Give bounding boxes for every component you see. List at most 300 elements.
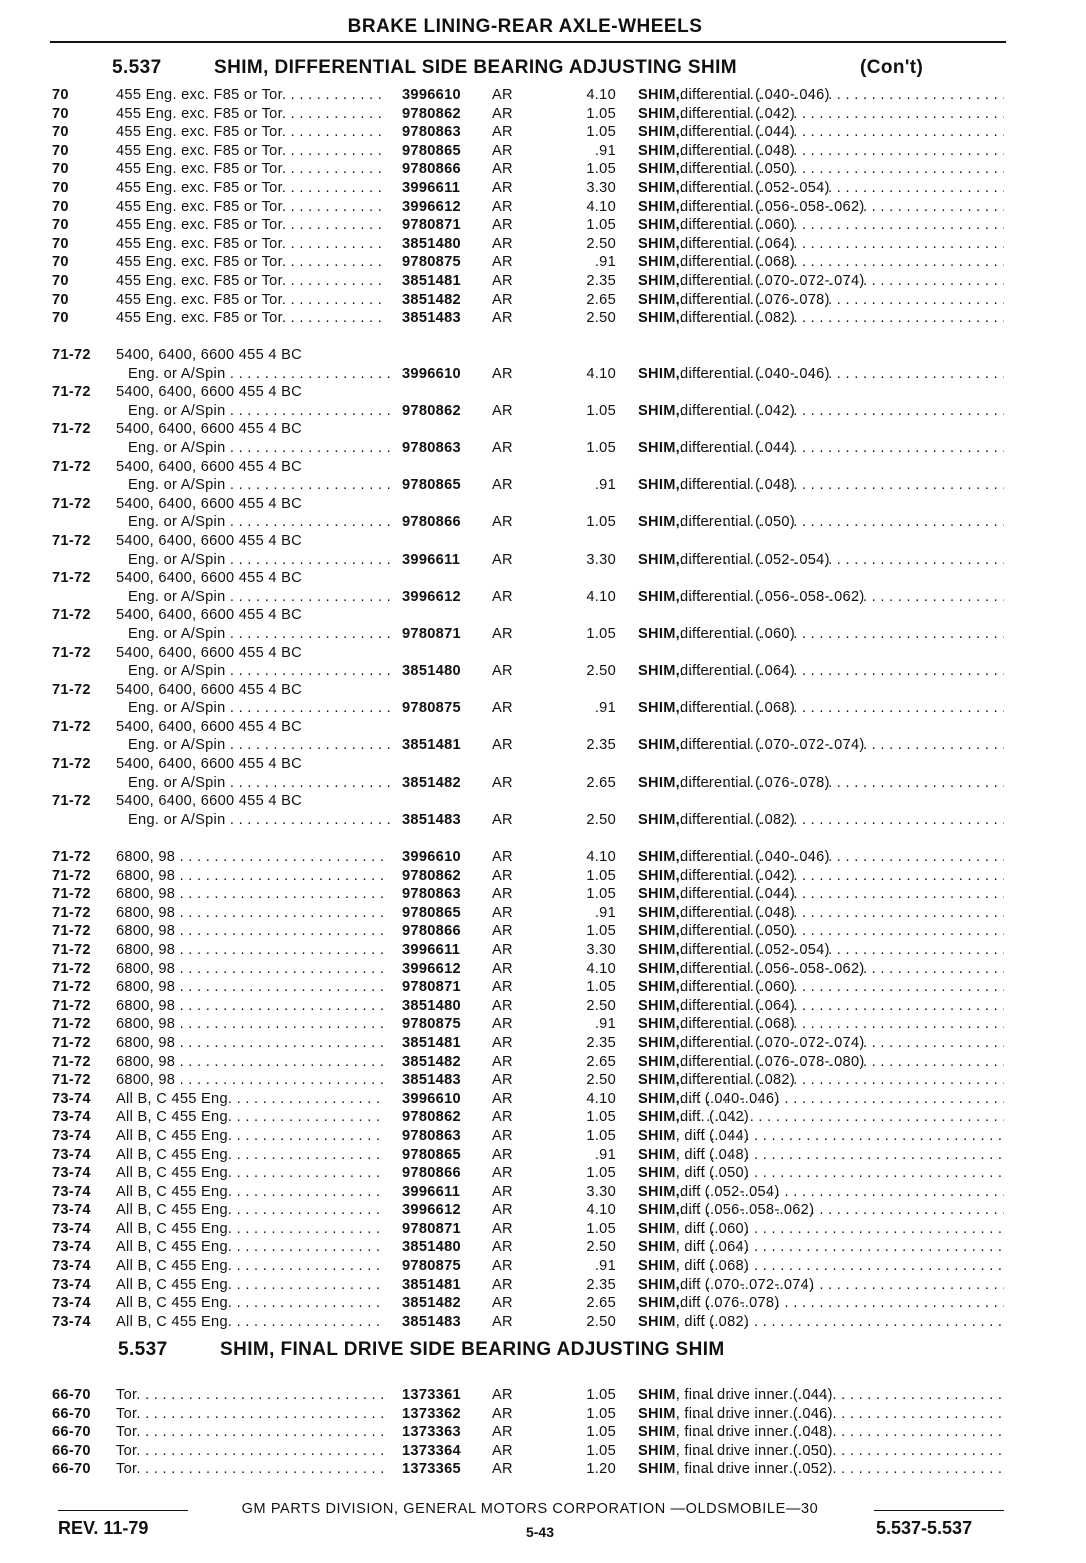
quantity: AR: [492, 625, 513, 642]
table-row: [0, 513, 1086, 532]
part-name: SHIM,: [638, 960, 681, 977]
table-row: [0, 216, 1086, 235]
table-row: [0, 439, 1086, 458]
application: 6800, 98 . . .: [116, 1071, 384, 1090]
application: Eng. or A/Spin . . .: [128, 811, 396, 830]
leader-dots: [680, 588, 1004, 607]
price: 1.05: [586, 886, 616, 903]
leader-dots: [680, 1015, 1004, 1034]
leader-dots: [680, 774, 1004, 793]
description: [638, 309, 1004, 328]
title-rule: [50, 41, 1006, 43]
price: 2.50: [586, 1313, 616, 1330]
description: [638, 272, 1004, 291]
part-number: 3996611: [402, 941, 461, 958]
table-row: [0, 1405, 1086, 1424]
part-detail: differential (.044): [680, 124, 795, 141]
description: [638, 1220, 1004, 1239]
leader-dots: [676, 1405, 1004, 1424]
application: 455 Eng. exc. F85 or Tor. . . .: [116, 272, 384, 291]
part-number: 9780866: [402, 923, 461, 940]
description: [638, 625, 1004, 644]
leader-dots: [680, 179, 1004, 198]
quantity: AR: [492, 1461, 513, 1478]
application: All B, C 455 Eng. . . .: [116, 1108, 384, 1127]
quantity: AR: [492, 1239, 513, 1256]
part-name: SHIM,: [638, 1016, 681, 1033]
price: 1.05: [586, 867, 616, 884]
leader-dots: [680, 123, 1004, 142]
part-detail: , diff (.064): [675, 1239, 750, 1256]
description: [638, 86, 1004, 105]
part-number: 3851480: [402, 235, 461, 252]
price: .91: [594, 1258, 616, 1275]
price: 1.05: [586, 1387, 616, 1403]
part-detail: diff (.056-.058-.062): [680, 1202, 815, 1219]
application: 455 Eng. exc. F85 or Tor. . . .: [116, 235, 384, 254]
leader-dots: [680, 1071, 1004, 1090]
quantity: AR: [492, 867, 513, 884]
part-name: SHIM,: [638, 198, 681, 215]
part-name: SHIM,: [638, 514, 681, 531]
price: 2.35: [586, 1034, 616, 1051]
footer-reference: 5.537-5.537: [876, 1518, 973, 1538]
footer-revision: REV. 11-79: [58, 1518, 149, 1538]
description: [638, 774, 1004, 793]
application: 455 Eng. exc. F85 or Tor. . . .: [116, 291, 384, 310]
description: [638, 1460, 1004, 1479]
model-year: 71-72: [52, 904, 91, 921]
quantity: AR: [492, 87, 513, 103]
part-detail: diff (.040-.046): [680, 1090, 780, 1107]
price: 2.50: [586, 811, 616, 828]
part-number: 3996611: [402, 179, 461, 196]
part-detail: differential (.042): [680, 402, 795, 419]
description: [638, 1183, 1004, 1202]
leader-dots: [680, 848, 1004, 867]
application: 455 Eng. exc. F85 or Tor. . . .: [116, 105, 384, 124]
table-row: [0, 1423, 1086, 1442]
application: All B, C 455 Eng. . . .: [116, 1294, 384, 1313]
footer-page-number: 5-43: [525, 1524, 555, 1540]
table-row: [0, 1090, 1086, 1109]
model-year: 73-74: [52, 1127, 91, 1144]
price: .91: [594, 254, 616, 271]
quantity: AR: [492, 1405, 513, 1422]
model-year: 71-72: [52, 384, 91, 401]
leader-dots: [676, 1127, 1004, 1146]
quantity: AR: [492, 1313, 513, 1330]
quantity: AR: [492, 291, 513, 308]
part-number: 9780865: [402, 142, 461, 159]
part-name: SHIM: [638, 1258, 676, 1275]
table-row: [0, 1071, 1086, 1090]
part-name: SHIM: [638, 1313, 676, 1330]
quantity: AR: [492, 402, 513, 419]
leader-dots: [676, 1442, 1004, 1461]
leader-dots: [680, 1108, 1004, 1127]
table-row: [0, 1220, 1086, 1239]
price: .91: [594, 700, 616, 717]
part-detail: differential (.076-.078): [680, 774, 830, 791]
model-year: 71-72: [52, 681, 91, 698]
description: [638, 904, 1004, 923]
model-year: 71-72: [52, 979, 91, 996]
price: 1.05: [586, 979, 616, 996]
description: [638, 1276, 1004, 1295]
part-number: 9780866: [402, 1165, 461, 1182]
model-year: 70: [52, 161, 69, 178]
part-detail: differential (.040-.046): [680, 365, 830, 382]
description: [638, 1294, 1004, 1313]
quantity: AR: [492, 960, 513, 977]
table-row: [0, 1386, 1086, 1405]
table-row: [0, 792, 1086, 811]
quantity: AR: [492, 1183, 513, 1200]
application: Tor. . . .: [116, 1442, 384, 1461]
leader-dots: [680, 997, 1004, 1016]
table-row: [0, 588, 1086, 607]
description: [638, 960, 1004, 979]
application: Eng. or A/Spin . . .: [128, 402, 396, 421]
application: 6800, 98 . . .: [116, 848, 384, 867]
section-heading-final-drive: [0, 1339, 1086, 1365]
table-row: [0, 644, 1086, 663]
part-number: 3996610: [402, 87, 461, 103]
description: [638, 736, 1004, 755]
leader-dots: [680, 476, 1004, 495]
application: All B, C 455 Eng. . . .: [116, 1127, 384, 1146]
part-name: SHIM,: [638, 1183, 681, 1200]
price: 2.50: [586, 1239, 616, 1256]
part-name: SHIM,: [638, 124, 681, 141]
application: Eng. or A/Spin . . .: [128, 662, 396, 681]
price: 1.20: [586, 1461, 616, 1478]
application: Tor. . . .: [116, 1460, 384, 1479]
leader-dots: [676, 1164, 1004, 1183]
quantity: AR: [492, 198, 513, 215]
table-row: [0, 198, 1086, 217]
description: [638, 123, 1004, 142]
model-year: 71-72: [52, 960, 91, 977]
price: 2.50: [586, 310, 616, 327]
part-detail: differential (.060): [680, 979, 795, 996]
table-row: [0, 1201, 1086, 1220]
description: [638, 941, 1004, 960]
quantity: AR: [492, 161, 513, 178]
part-detail: differential (.050): [680, 514, 795, 531]
quantity: AR: [492, 886, 513, 903]
part-number: 3996612: [402, 198, 461, 215]
price: 3.30: [586, 941, 616, 958]
quantity: AR: [492, 217, 513, 234]
part-number: 3851483: [402, 1072, 461, 1089]
part-detail: , diff (.068): [675, 1258, 750, 1275]
model-year: 70: [52, 142, 69, 159]
part-detail: differential (.082): [680, 811, 795, 828]
part-name: SHIM,: [638, 811, 681, 828]
part-number: 9780871: [402, 979, 461, 996]
part-name: SHIM,: [638, 105, 681, 122]
part-number: 3851482: [402, 774, 461, 791]
table-row: [0, 1127, 1086, 1146]
price: 2.50: [586, 663, 616, 680]
description: [638, 1053, 1004, 1072]
leader-dots: [680, 978, 1004, 997]
leader-dots: [680, 1034, 1004, 1053]
part-number: 1373362: [402, 1405, 461, 1422]
table-row: [0, 662, 1086, 681]
application: 6800, 98 . . .: [116, 885, 384, 904]
table-row: [0, 941, 1086, 960]
table-row: [0, 476, 1086, 495]
model-year: 70: [52, 198, 69, 215]
part-name: SHIM,: [638, 774, 681, 791]
quantity: AR: [492, 310, 513, 327]
table-row: [0, 625, 1086, 644]
quantity: AR: [492, 1276, 513, 1293]
quantity: AR: [492, 904, 513, 921]
part-number: 9780863: [402, 439, 461, 456]
part-detail: differential (.070-.072-.074): [680, 272, 865, 289]
part-number: 9780866: [402, 514, 461, 531]
description: [638, 179, 1004, 198]
part-number: 3996610: [402, 365, 461, 382]
part-detail: differential (.068): [680, 254, 795, 271]
part-name: SHIM,: [638, 551, 681, 568]
part-name: SHIM,: [638, 625, 681, 642]
part-number: 9780875: [402, 700, 461, 717]
application: Eng. or A/Spin . . .: [128, 588, 396, 607]
part-name: SHIM,: [638, 1202, 681, 1219]
part-name: SHIM,: [638, 923, 681, 940]
application: Tor. . . .: [116, 1423, 384, 1442]
model-year: 71-72: [52, 1072, 91, 1089]
part-name: SHIM: [638, 1387, 676, 1403]
model-year: 71-72: [52, 1034, 91, 1051]
part-detail: differential (.040-.046): [680, 87, 830, 103]
part-number: 9780871: [402, 217, 461, 234]
price: 2.35: [586, 737, 616, 754]
application: 6800, 98 . . .: [116, 978, 384, 997]
price: 1.05: [586, 1405, 616, 1422]
part-name: SHIM,: [638, 941, 681, 958]
application: Eng. or A/Spin . . .: [128, 513, 396, 532]
description: [638, 1201, 1004, 1220]
price: 2.50: [586, 1072, 616, 1089]
part-detail: differential (.048): [680, 477, 795, 494]
table-row: [0, 105, 1086, 124]
model-year: 71-72: [52, 347, 91, 363]
part-detail: differential (.082): [680, 1072, 795, 1089]
description: [638, 365, 1004, 384]
part-name: SHIM,: [638, 886, 681, 903]
quantity: AR: [492, 700, 513, 717]
table-row: [0, 420, 1086, 439]
price: 1.05: [586, 105, 616, 122]
price: 4.10: [586, 588, 616, 605]
description: [638, 978, 1004, 997]
part-number: 3851483: [402, 310, 461, 327]
price: .91: [594, 904, 616, 921]
description: [638, 439, 1004, 458]
quantity: AR: [492, 179, 513, 196]
part-number: 3851481: [402, 737, 461, 754]
quantity: AR: [492, 1424, 513, 1441]
price: 4.10: [586, 849, 616, 865]
parts-group-66-70-final-drive: [0, 1386, 1086, 1479]
quantity: AR: [492, 811, 513, 828]
description: [638, 551, 1004, 570]
description: [638, 1405, 1004, 1424]
price: 4.10: [586, 960, 616, 977]
table-row: [0, 1257, 1086, 1276]
table-row: [0, 1146, 1086, 1165]
application: 6800, 98 . . .: [116, 1015, 384, 1034]
description: [638, 1442, 1004, 1461]
table-row: [0, 960, 1086, 979]
description: [638, 198, 1004, 217]
model-year: 73-74: [52, 1183, 91, 1200]
table-row: [0, 495, 1086, 514]
description: [638, 291, 1004, 310]
part-detail: , diff (.044): [675, 1127, 750, 1144]
application: Tor. . . .: [116, 1386, 384, 1405]
table-row: [0, 1164, 1086, 1183]
application: 455 Eng. exc. F85 or Tor. . . .: [116, 309, 384, 328]
part-number: 3851483: [402, 1313, 461, 1330]
part-name: SHIM,: [638, 254, 681, 271]
price: 2.50: [586, 235, 616, 252]
part-name: SHIM,: [638, 291, 681, 308]
price: 1.05: [586, 514, 616, 531]
leader-dots: [676, 1220, 1004, 1239]
table-row: [0, 272, 1086, 291]
application: 5400, 6400, 6600 455 4 BC: [116, 756, 303, 773]
description: [638, 216, 1004, 235]
part-detail: differential (.044): [680, 886, 795, 903]
part-name: SHIM,: [638, 365, 681, 382]
table-row: [0, 160, 1086, 179]
description: [638, 513, 1004, 532]
part-number: 1373363: [402, 1424, 461, 1441]
quantity: AR: [492, 923, 513, 940]
quantity: AR: [492, 254, 513, 271]
description: [638, 867, 1004, 886]
price: 1.05: [586, 124, 616, 141]
application: 5400, 6400, 6600 455 4 BC: [116, 495, 303, 512]
model-year: 66-70: [52, 1405, 91, 1422]
application: Eng. or A/Spin . . .: [128, 439, 396, 458]
table-row: [0, 86, 1086, 105]
part-name: SHIM: [638, 1424, 676, 1441]
part-detail: , diff (.082): [675, 1313, 750, 1330]
part-detail: diff (.076-.078): [680, 1295, 780, 1312]
price: .91: [594, 1016, 616, 1033]
model-year: 73-74: [52, 1165, 91, 1182]
quantity: AR: [492, 774, 513, 791]
table-row: [0, 1015, 1086, 1034]
table-row: [0, 291, 1086, 310]
part-detail: differential (.056-.058-.062): [680, 960, 865, 977]
price: 1.05: [586, 1109, 616, 1126]
price: 1.05: [586, 217, 616, 234]
quantity: AR: [492, 124, 513, 141]
part-number: 9780865: [402, 477, 461, 494]
application: Eng. or A/Spin . . .: [128, 625, 396, 644]
leader-dots: [680, 365, 1004, 384]
application: 5400, 6400, 6600 455 4 BC: [116, 421, 303, 438]
leader-dots: [680, 1294, 1004, 1313]
quantity: AR: [492, 1090, 513, 1107]
application: 6800, 98 . . .: [116, 1053, 384, 1072]
leader-dots: [680, 309, 1004, 328]
part-name: SHIM: [638, 1146, 676, 1163]
part-number: 3996611: [402, 551, 461, 568]
description: [638, 848, 1004, 867]
model-year: 71-72: [52, 644, 91, 661]
part-name: SHIM,: [638, 477, 681, 494]
model-year: 70: [52, 179, 69, 196]
quantity: AR: [492, 1387, 513, 1403]
description: [638, 235, 1004, 254]
part-number: 3996610: [402, 1090, 461, 1107]
description: [638, 662, 1004, 681]
quantity: AR: [492, 1053, 513, 1070]
part-name: SHIM: [638, 1239, 676, 1256]
quantity: AR: [492, 849, 513, 865]
leader-dots: [676, 1460, 1004, 1479]
model-year: 70: [52, 124, 69, 141]
part-name: SHIM: [638, 1405, 676, 1422]
model-year: 70: [52, 272, 69, 289]
part-name: SHIM: [638, 1442, 676, 1459]
application: 5400, 6400, 6600 455 4 BC: [116, 347, 303, 363]
quantity: AR: [492, 235, 513, 252]
quantity: AR: [492, 1295, 513, 1312]
table-row: [0, 736, 1086, 755]
table-row: [0, 774, 1086, 793]
quantity: AR: [492, 1127, 513, 1144]
table-row: [0, 811, 1086, 830]
application: Eng. or A/Spin . . .: [128, 774, 396, 793]
quantity: AR: [492, 514, 513, 531]
application: 5400, 6400, 6600 455 4 BC: [116, 532, 303, 549]
part-number: 1373365: [402, 1461, 461, 1478]
price: .91: [594, 142, 616, 159]
leader-dots: [680, 86, 1004, 105]
part-number: 9780866: [402, 161, 461, 178]
part-name: SHIM,: [638, 979, 681, 996]
quantity: AR: [492, 1258, 513, 1275]
application: Eng. or A/Spin . . .: [128, 476, 396, 495]
quantity: AR: [492, 1016, 513, 1033]
leader-dots: [680, 960, 1004, 979]
part-number: 3851483: [402, 811, 461, 828]
part-name: SHIM,: [638, 235, 681, 252]
leader-dots: [680, 253, 1004, 272]
description: [638, 997, 1004, 1016]
application: Eng. or A/Spin . . .: [128, 736, 396, 755]
part-name: SHIM: [638, 1461, 676, 1478]
price: 4.10: [586, 87, 616, 103]
leader-dots: [676, 1313, 1004, 1332]
model-year: 66-70: [52, 1424, 91, 1441]
quantity: AR: [492, 979, 513, 996]
price: 2.35: [586, 1276, 616, 1293]
leader-dots: [680, 235, 1004, 254]
application: 6800, 98 . . .: [116, 960, 384, 979]
